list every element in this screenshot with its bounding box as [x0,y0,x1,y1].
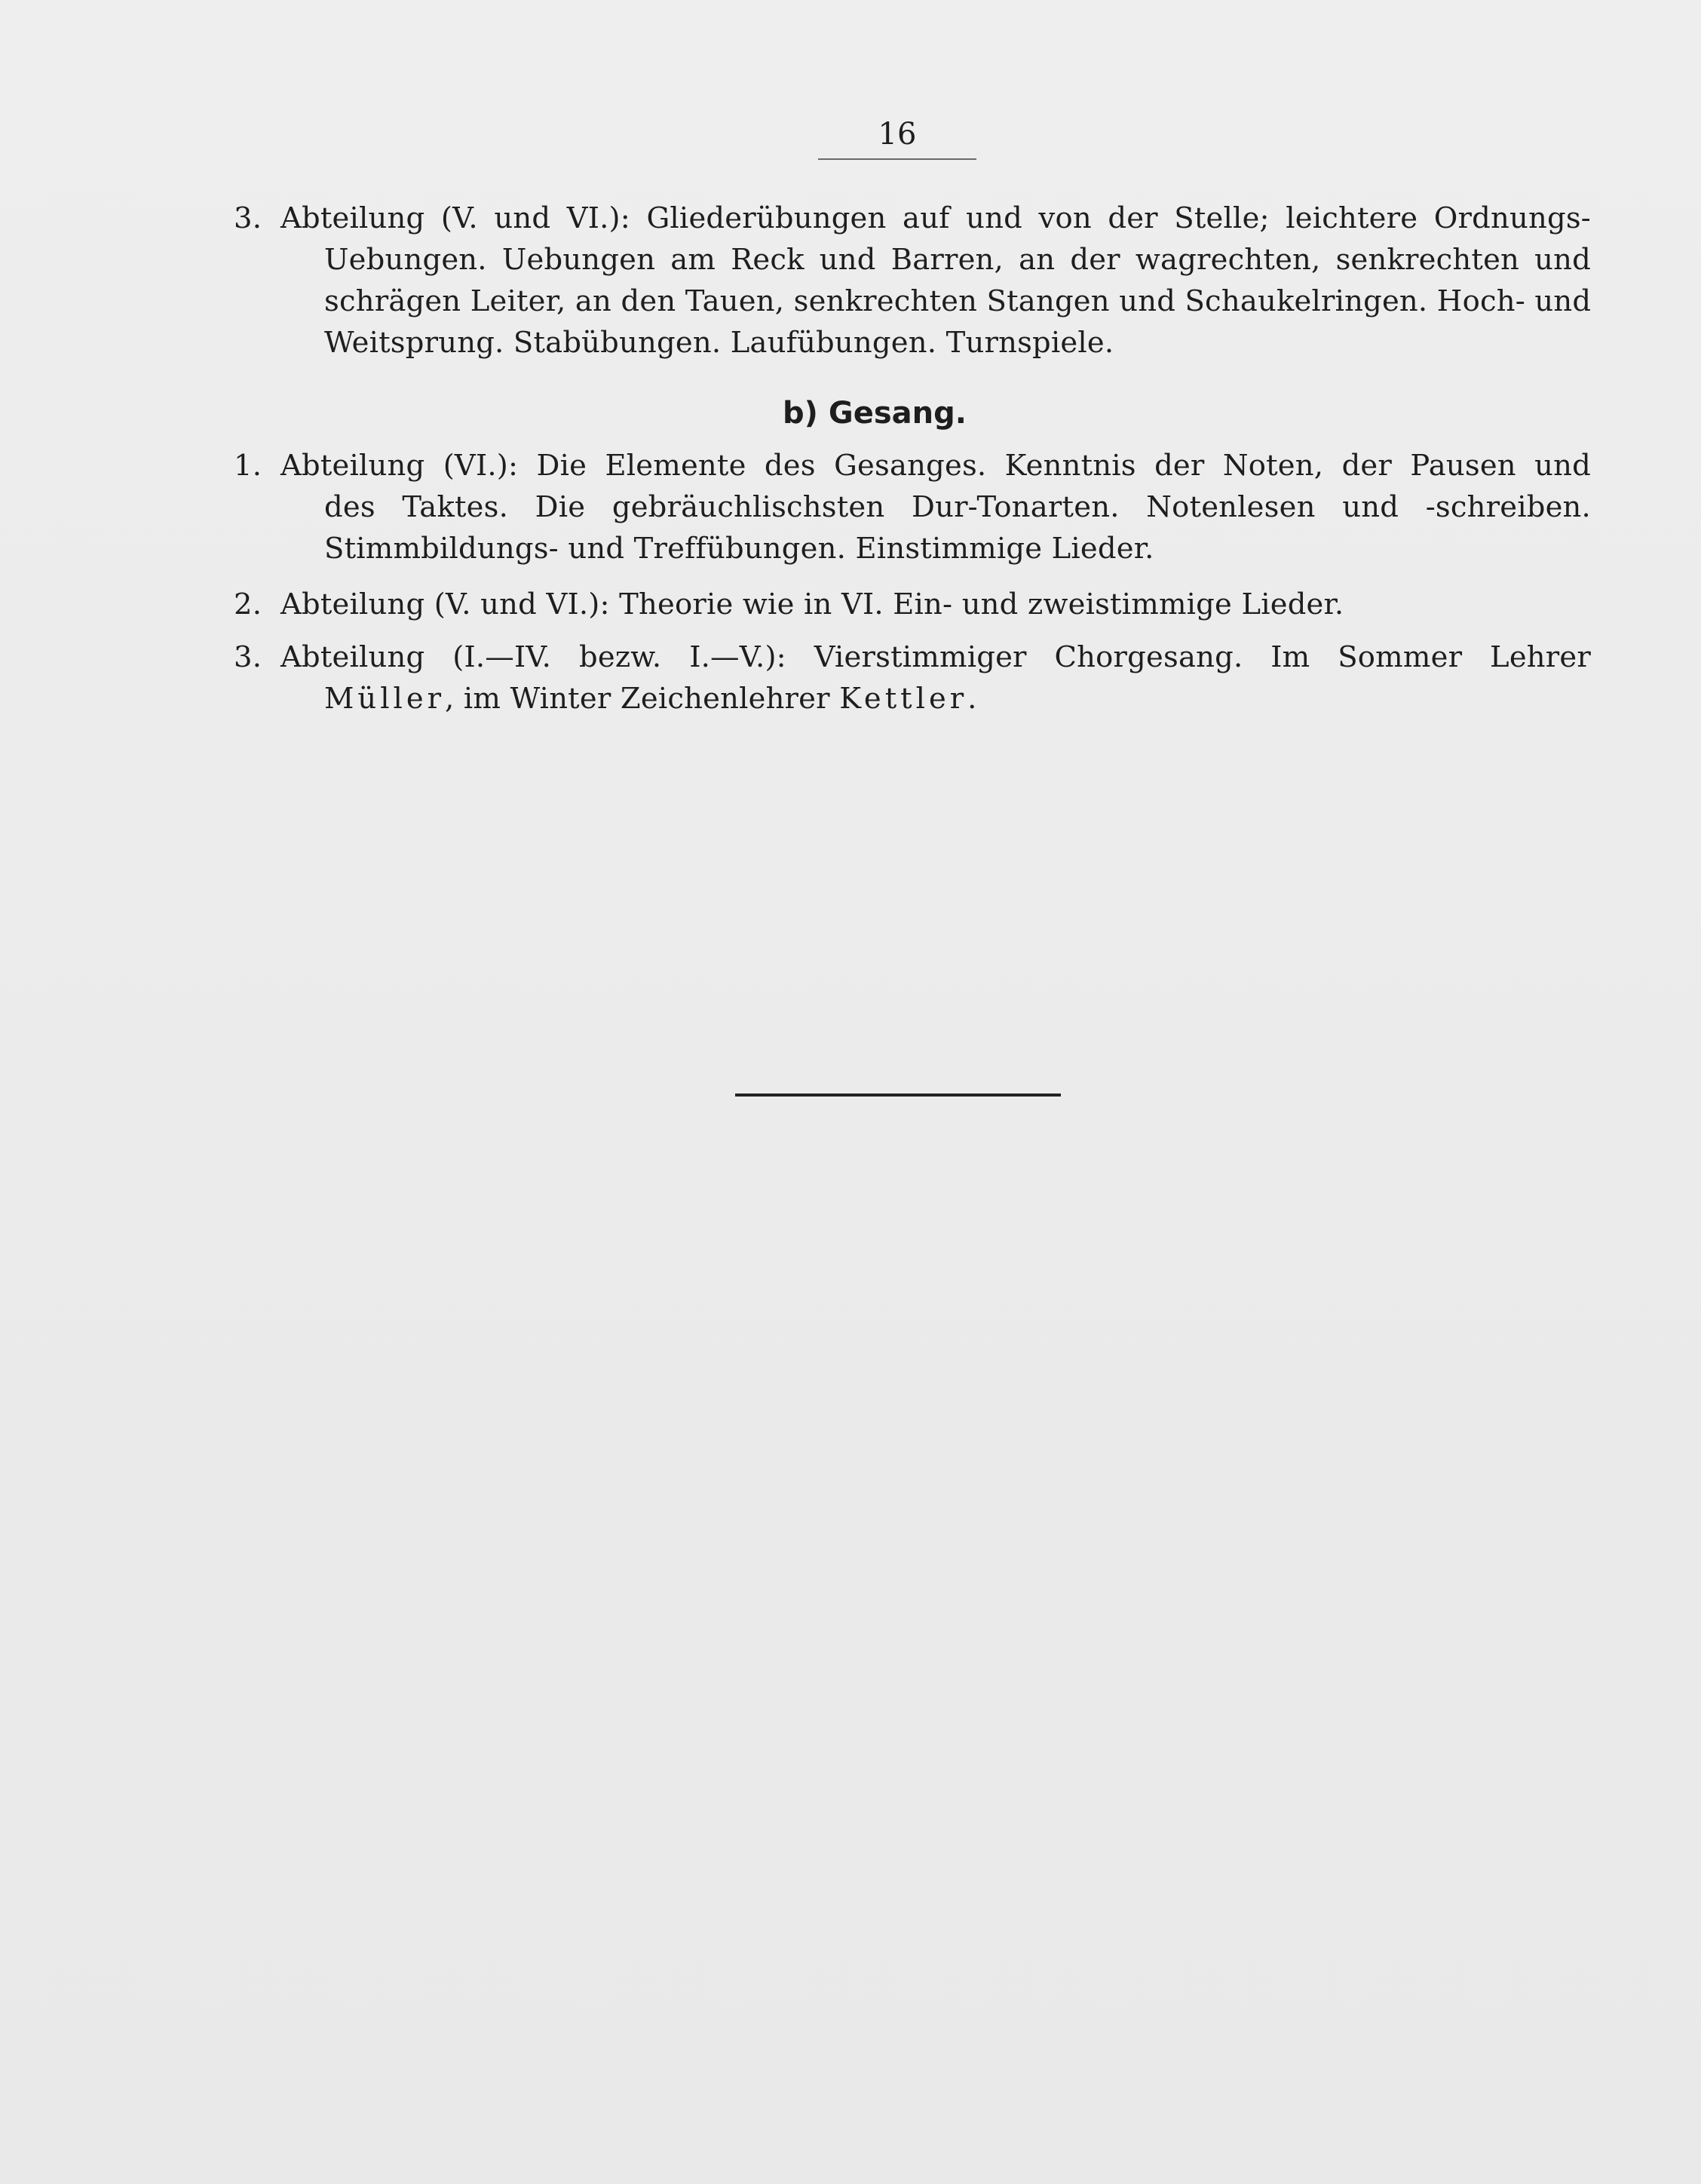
gesang-entry-2 [234,584,1591,625]
entry-number: 1. [234,449,262,483]
entry-line: Abteilung (V. und VI.): Gliederübungen auf und von der Stelle; leichtere Ordnungs- [280,201,1591,235]
teacher-name-kettler: Kettler [839,682,968,716]
turnen-entry-3 [234,198,1591,363]
gesang-entry-1 [234,445,1591,569]
entry-text: , im Winter Zeichenlehrer [445,682,840,716]
entry-line: Abteilung (I.—IV. bezw. I.—V.): Vierstimmiger Chorgesang. Im Sommer Lehrer [280,640,1591,674]
closing-rule [735,1094,1061,1097]
entry-line: Abteilung (VI.): Die Elemente des Gesanges. Kenntnis der Noten, der Pausen und [280,449,1591,483]
entry-line: Uebungen. Uebungen am Reck und Barren, an der wagrechten, senkrechten und [324,243,1591,277]
page-number: 16 [878,117,917,152]
teacher-name-mueller: Müller [324,682,446,716]
entry-number: 2. [234,587,262,621]
entry-line: des Taktes. Die gebräuchlischsten Dur-Tonarten. Notenlesen und -schreiben. [324,490,1591,524]
entry-line [234,678,1591,719]
section-heading-gesang: b) Gesang. [783,396,967,431]
entry-line: Abteilung (V. und VI.): Theorie wie in VI. Ein- und zweistimmige Lieder. [280,587,1344,621]
entry-text: . [967,682,977,716]
entry-line: schrägen Leiter, an den Tauen, senkrechten Stangen und Schaukelringen. Hoch- und [324,284,1592,318]
entry-line: Stimmbildungs- und Treffübungen. Einstimmige Lieder. [324,532,1154,566]
entry-number: 3. [234,201,262,235]
page-number-underline [818,158,976,160]
entry-line: Weitsprung. Stabübungen. Laufübungen. Turnspiele. [324,326,1114,360]
entry-number: 3. [234,640,262,674]
gesang-entry-3 [234,636,1591,719]
